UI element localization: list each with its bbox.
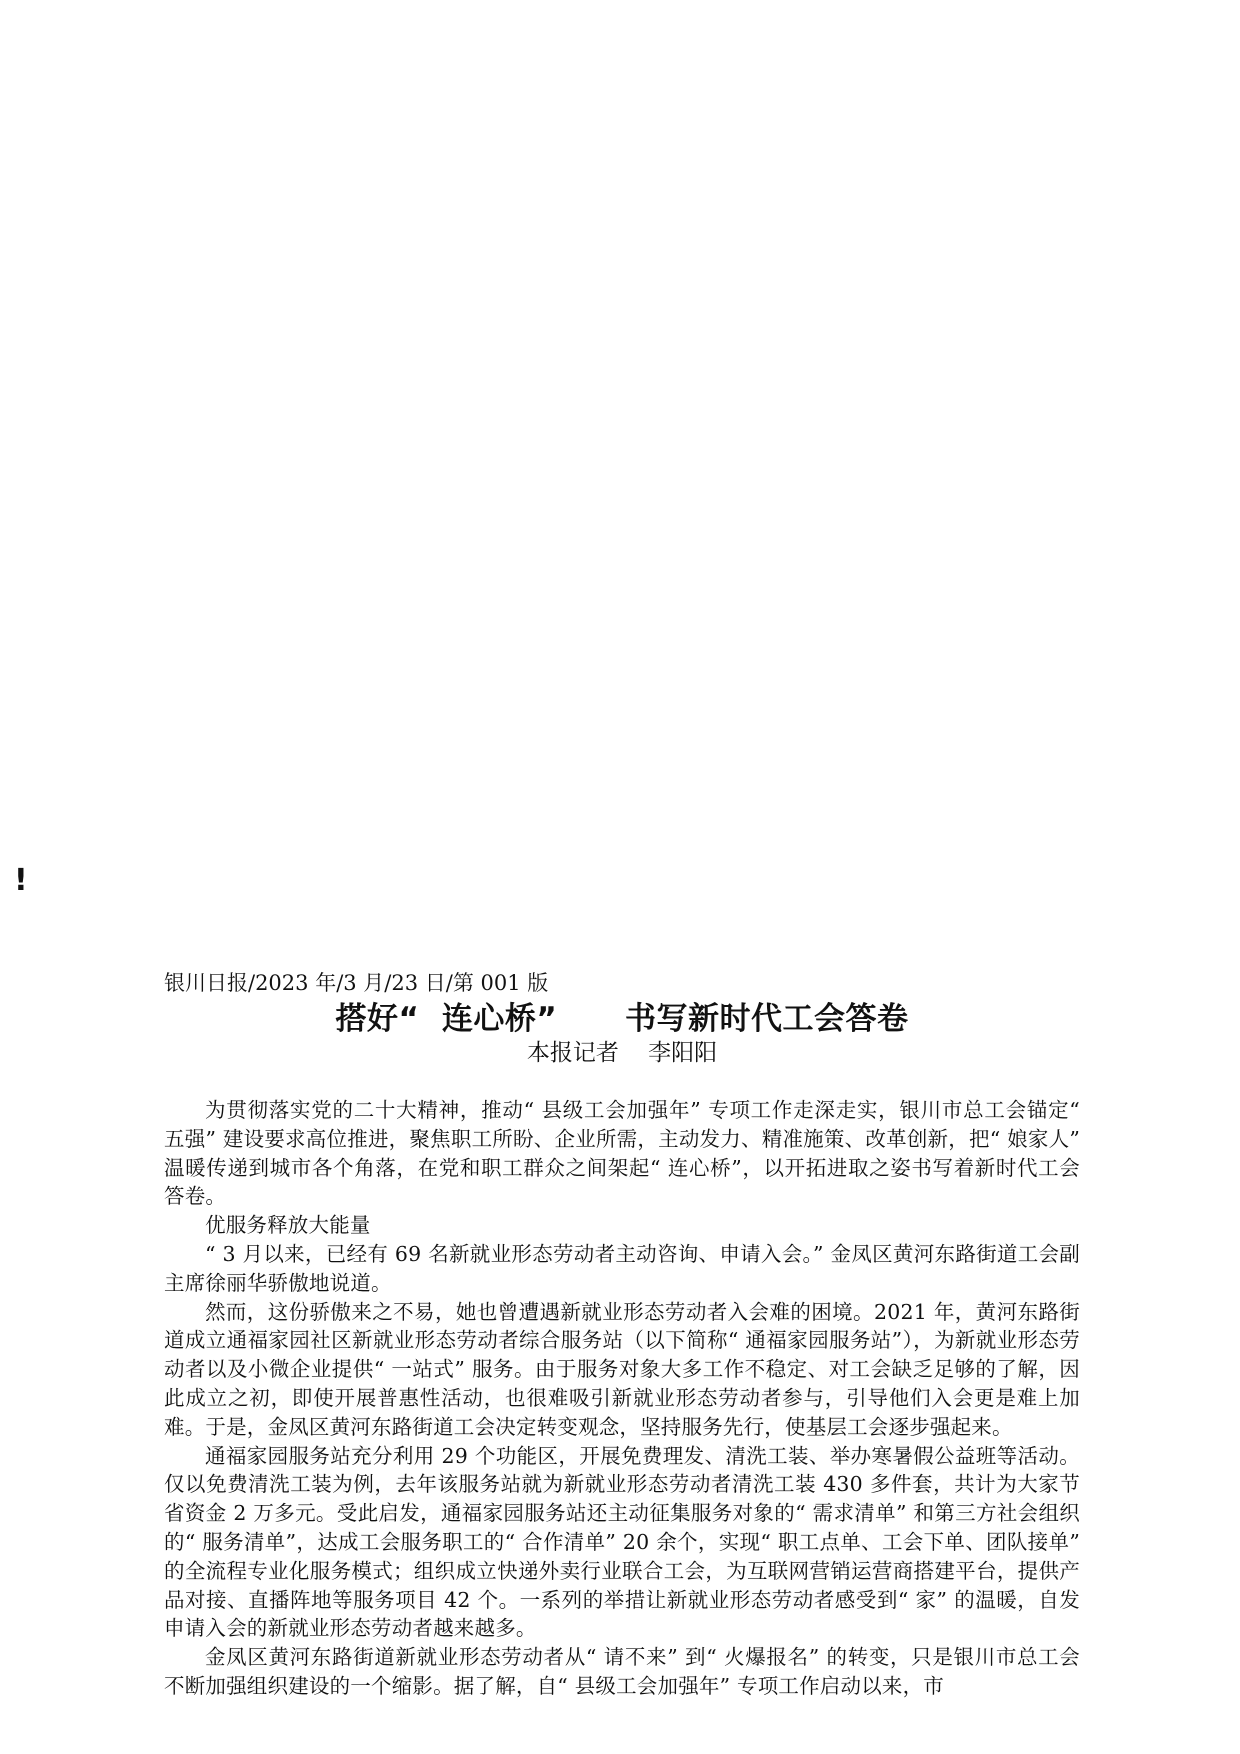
exclamation-mark: ! [14, 863, 28, 898]
section-heading: 优服务释放大能量 [205, 1213, 371, 1238]
headline: 搭好“ 连心桥” 书写新时代工会答卷 [335, 1001, 909, 1037]
paragraph: 金凤区黄河东路街道新就业形态劳动者从“ 请不来” 到“ 火爆报名” 的转变，只是银川市总工会不断加强组织建设的一个缩影。据了解，自“ 县级工会加强年” 专项工作启动以来，市 [164, 1645, 1080, 1698]
paragraph: 然而，这份骄傲来之不易，她也曾遭遇新就业形态劳动者入会难的困境。2021 年，黄河东路街道成立通福家园社区新就业形态劳动者综合服务站（以下简称“ 通福家园服务站”），为新就业形态劳动者以及小微企业提供“ 一站式” 服务。由于服务对象大多工作不稳定、对工会缺乏足够的了解，因此成立之初，即使开展普惠性活动，也很难吸引新就业形态劳动者参与，引导他们入会更是难上加难。于是，金凤区黄河东路街道工会决定转变观念，坚持服务先行，使基层工会逐步强起来。 [164, 1299, 1080, 1439]
byline: 本报记者 李阳阳 [526, 1040, 718, 1066]
article-body [164, 1096, 1080, 1701]
news-article [164, 968, 1080, 1701]
paragraph: “ 3 月以来，已经有 69 名新就业形态劳动者主动咨询、申请入会。” 金凤区黄河东路街道工会副主席徐丽华骄傲地说道。 [164, 1241, 1080, 1295]
source-line: 银川日报/2023 年/3 月/23 日/第 001 版 [164, 971, 549, 995]
paragraph: 通福家园服务站充分利用 29 个功能区，开展免费理发、清洗工装、举办寒暑假公益班等活动。仅以免费清洗工装为例，去年该服务站就为新就业形态劳动者清洗工装 430 多件套，共计为大家节省资金 2 万多元。受此启发，通福家园服务站还主动征集服务对象的“ 需求清单” 和第三方社会组织的“ 服务清单”，达成工会服务职工的“ 合作清单” 20 余个，实现“ 职工点单、工会下单、团队接单” 的全流程专业化服务模式；组织成立快递外卖行业联合工会，为互联网营销运营商搭建平台，提供产品对接、直播阵地等服务项目 42 个。一系列的举措让新就业形态劳动者感受到“ 家” 的温暖，自发申请入会的新就业形态劳动者越来越多。 [164, 1443, 1080, 1641]
paragraph: 为贯彻落实党的二十大精神，推动“ 县级工会加强年” 专项工作走深走实，银川市总工会锚定“ 五强” 建设要求高位推进，聚焦职工所盼、企业所需，主动发力、精准施策、改革创新，把“ 娘家人” 温暖传递到城市各个角落，在党和职工群众之间架起“ 连心桥”，以开拓进取之姿书写着新时代工会答卷。 [164, 1098, 1080, 1209]
